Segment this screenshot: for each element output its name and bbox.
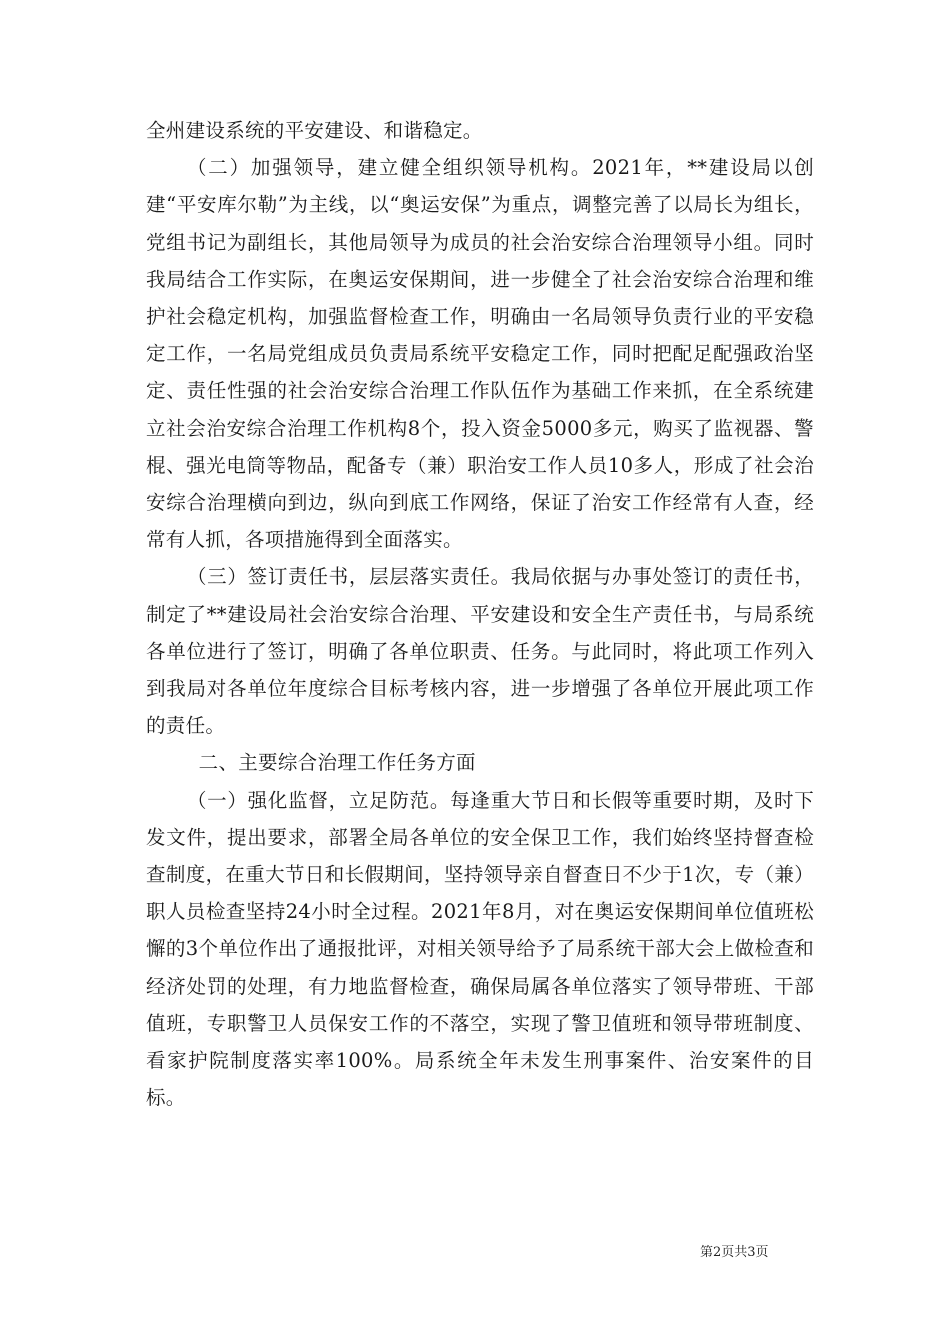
section-heading: 二、主要综合治理工作任务方面 [198,751,476,775]
document-body [146,112,814,1116]
page-number: 第2页共3页 [700,1245,769,1260]
paragraph-continuation: 全州建设系统的平安建设、和谐稳定。 [146,119,483,142]
paragraph-supervision: （一）强化监督，立足防范。每逢重大节日和长假等重要时期，及时下发文件，提出要求，部署全局各单位的安全保卫工作，我们始终坚持督查检查制度，在重大节日和长假期间，坚持领导亲自督查日不少于1次，专（兼）职人员检查坚持24小时全过程。2021年8月，对在奥运安保期间单位值班松懈的3个单位作出了通报批评，对相关领导给予了局系统干部大会上做检查和经济处罚的处理，有力地监督检查，确保局属各单位落实了领导带班、干部值班，专职警卫人员保安工作的不落空，实现了警卫值班和领导带班制度、看家护院制度落实率100%。局系统全年未发生刑事案件、治安案件的目标。 [146,788,814,1110]
paragraph-responsibility: （三）签订责任书，层层落实责任。我局依据与办事处签订的责任书，制定了**建设局社会治安综合治理、平安建设和安全生产责任书，与局系统各单位进行了签订，明确了各单位职责、任务。与此同时，将此项工作列入到我局对各单位年度综合目标考核内容，进一步增强了各单位开展此项工作的责任。 [146,565,814,738]
paragraph-leadership: （二）加强领导，建立健全组织领导机构。2021年，**建设局以创建“平安库尔勒”为主线，以“奥运安保”为重点，调整完善了以局长为组长，党组书记为副组长，其他局领导为成员的社会治安综合治理领导小组。同时我局结合工作实际，在奥运安保期间，进一步健全了社会治安综合治理和维护社会稳定机构，加强监督检查工作，明确由一名局领导负责行业的平安稳定工作，一名局党组成员负责局系统平安稳定工作，同时把配足配强政治坚定、责任性强的社会治安综合治理工作队伍作为基础工作来抓，在全系统建立社会治安综合治理工作机构8个，投入资金5000多元，购买了监视器、警棍、强光电筒等物品，配备专（兼）职治安工作人员10多人，形成了社会治安综合治理横向到边，纵向到底工作网络，保证了治安工作经常有人查，经常有人抓，各项措施得到全面落实。 [146,156,814,552]
